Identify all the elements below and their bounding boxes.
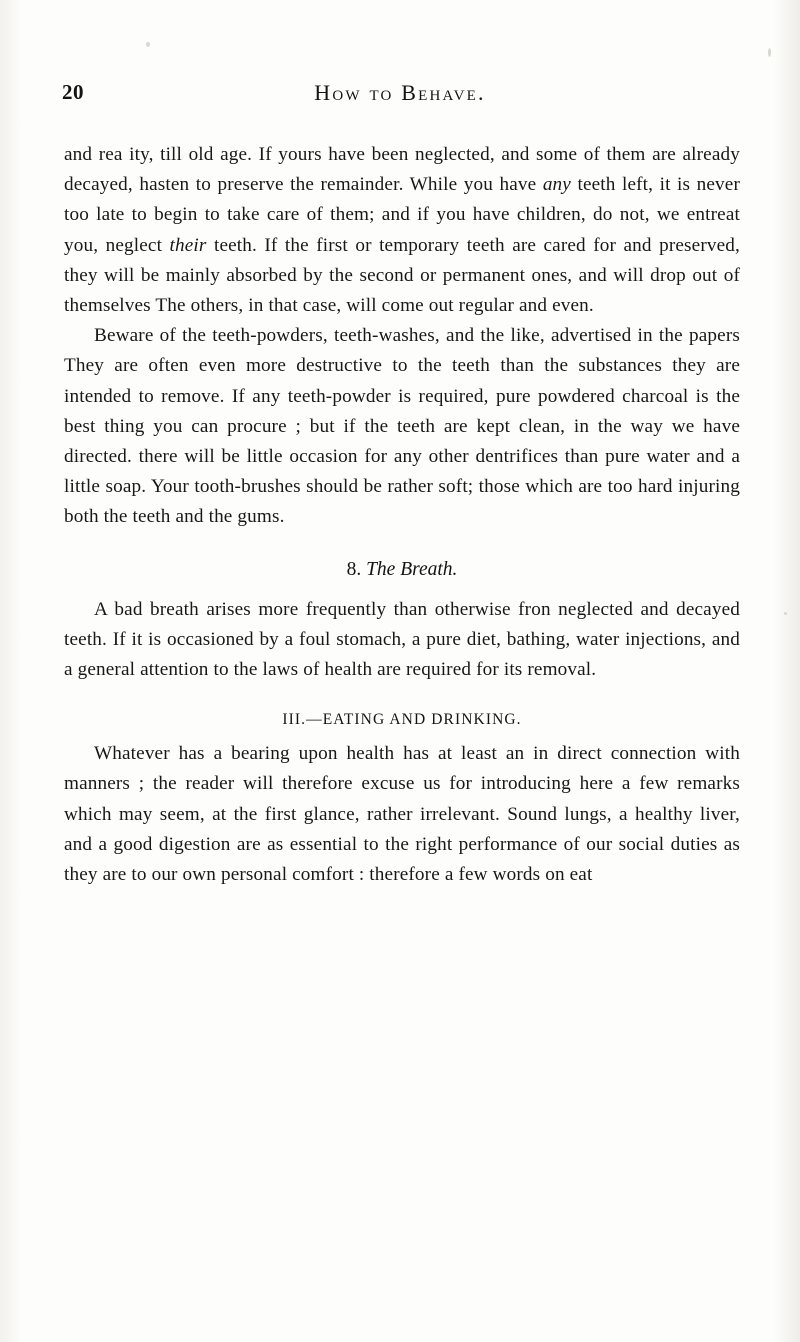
- emphasis-their: their: [169, 234, 207, 256]
- section-heading-the-breath: [64, 559, 740, 581]
- section-title: The Breath.: [366, 558, 458, 580]
- paper-speck: [146, 42, 150, 47]
- paragraph-eating-intro: Whatever has a bearing upon health has at least an in direct connection with manners ; the reader will therefore excuse us for introducing here a few remarks which may seem, at the first glance, rather irrelevant. Sound lungs, a healthy liver, and a good digestion are as essential to the right performance of our social duties as they are to our own personal comfort : therefore a few words on eat: [64, 743, 740, 886]
- paragraph-teeth-care: [64, 140, 740, 321]
- page-right-shading: [774, 0, 800, 1342]
- page-body: [64, 140, 740, 890]
- paragraph-part-a: and rea ity, till old age. If yours have been neglected, and some of them are already decayed, hasten to preserve the remainder. While you have: [64, 144, 740, 196]
- paper-speck: [768, 48, 771, 57]
- section-number: 8.: [346, 558, 362, 580]
- paper-speck: [784, 612, 787, 615]
- subheading-eating-and-drinking: III.—EATING AND DRINKING.: [282, 711, 522, 729]
- emphasis-any: any: [542, 174, 571, 196]
- paragraph-teeth-powders: Beware of the teeth-powders, teeth-washes, and the like, advertised in the papers They are often even more destructive to the teeth than the substances they are intended to remove. If any teeth-powder is required, pure powdered charcoal is the best thing you can procure ; but if the teeth are kept clean, in the way we have directed. there will be little occasion for any other dentrifices than pure water and a little soap. Your tooth-brushes should be rather soft; those which are too hard injuring both the teeth and the gums.: [64, 325, 740, 528]
- page-number: 20: [62, 80, 84, 104]
- page-left-shading: [0, 0, 22, 1342]
- paragraph-part-c: teeth left, it is never too late to begin to take care of them; and if you have children, do not, we entreat you, neglect: [64, 174, 740, 256]
- running-title: How to Behave.: [314, 80, 486, 105]
- paragraph-bad-breath: A bad breath arises more frequently than otherwise fron neglected and decayed teeth. If it is occasioned by a foul stomach, a pure diet, bathing, water injections, and a general attention to the laws of health are required for its removal.: [64, 598, 740, 681]
- page-header: [62, 80, 738, 112]
- paragraph-part-e: teeth. If the first or temporary teeth are cared for and preserved, they will be mainly absorbed by the second or permanent ones, and will drop out of themselves The others, in that case, will come out regular and even.: [64, 234, 740, 317]
